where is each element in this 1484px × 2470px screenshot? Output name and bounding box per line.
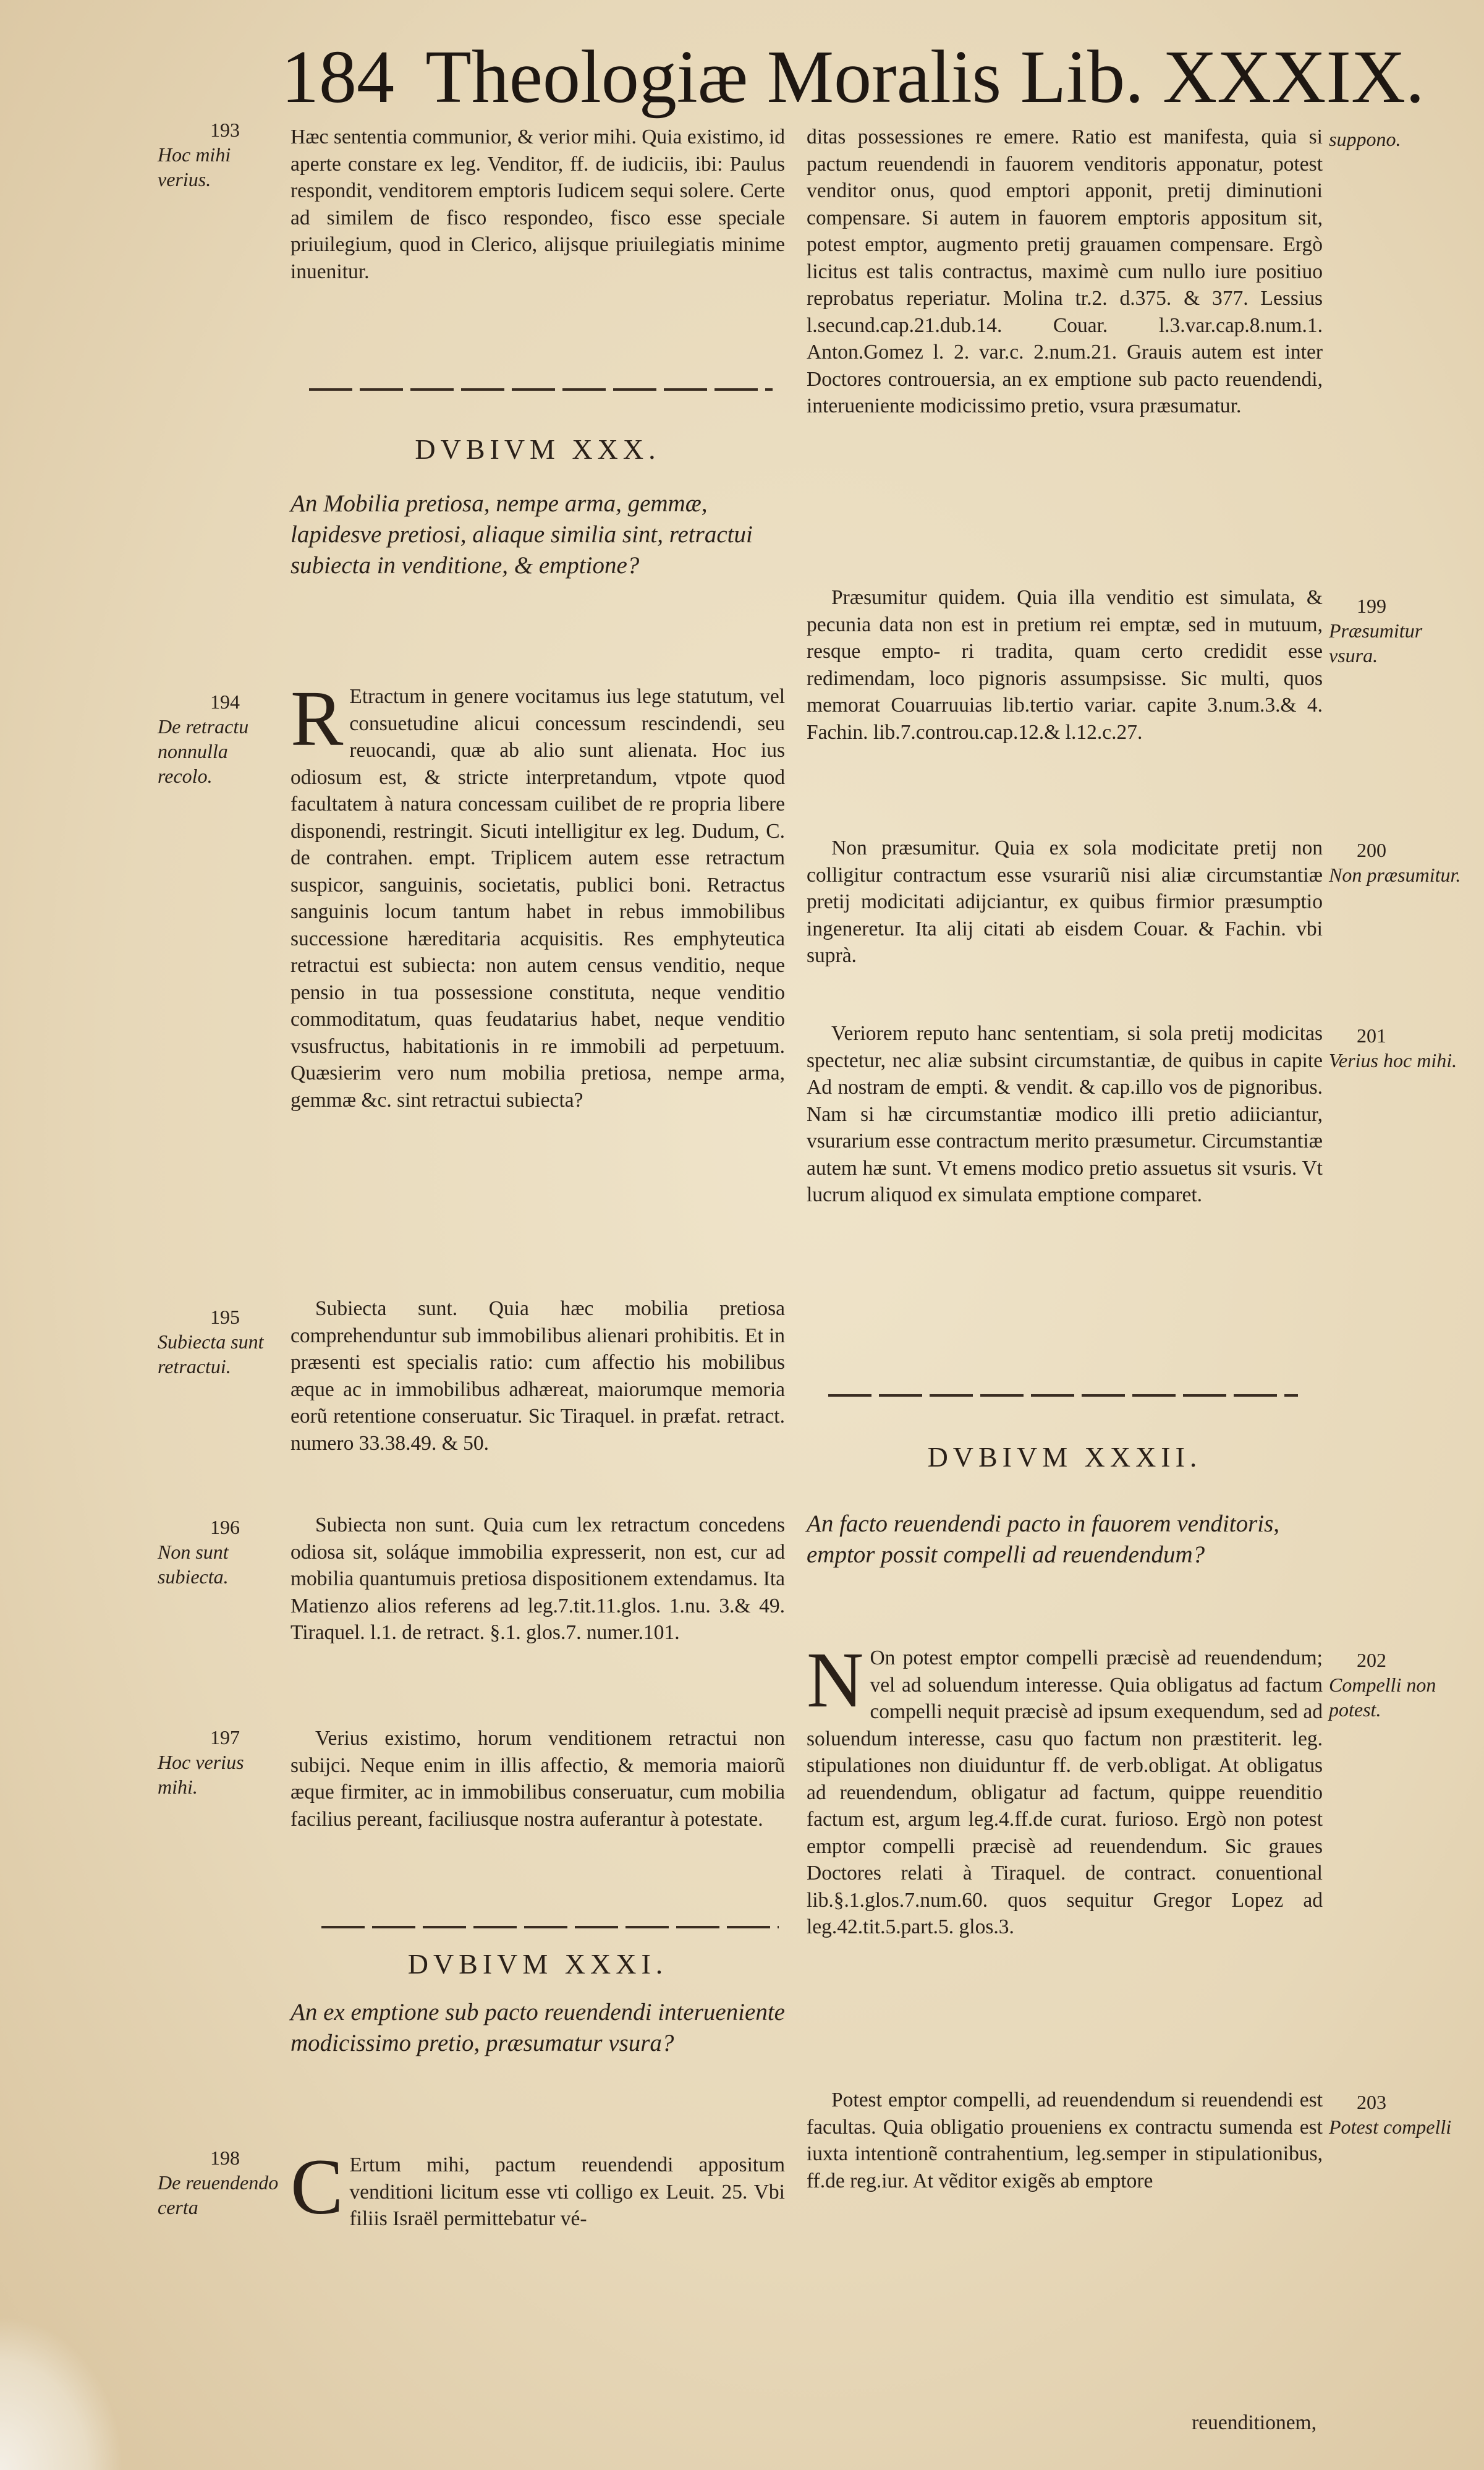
margin-note-text: Præsumitur vsura. bbox=[1329, 620, 1423, 666]
margin-note-197 bbox=[158, 1725, 281, 1799]
margin-note-text: De reuendendo certa bbox=[158, 2171, 279, 2218]
margin-note-199 bbox=[1329, 594, 1471, 668]
paragraph-198-wrap bbox=[290, 2143, 785, 2233]
paragraph-193: Hæc sententia communior, & verior mihi. Quia existimo, id aperte constare ex leg. Venditor, ff. de iudiciis, ibi: Paulus respondit, venditorem emptoris Iudicem sequi solere. Certe ad similem de fisco respondeo, fisco esse speciale priuilegium, quod in Clerico, alijsque priuilegiatis minime inuenitur. bbox=[290, 126, 785, 283]
margin-number: 194 bbox=[210, 691, 240, 713]
dubium-31-question: An ex emptione sub pacto reuendendi interueniente modicissimo pretio, præsumatur vsura? bbox=[290, 1999, 785, 2056]
paragraph-198: Ertum mihi, pactum reuendendi appositum venditioni licitum esse vti colligo ex Leuit. 25. Vbi filiis Israël permittebatur vé- bbox=[349, 2153, 785, 2230]
right-column bbox=[807, 124, 1323, 420]
margin-number: 193 bbox=[210, 119, 240, 141]
page-number: 184 bbox=[281, 35, 394, 119]
margin-number: 202 bbox=[1357, 1649, 1386, 1671]
paragraph-196-wrap bbox=[290, 1512, 785, 1646]
margin-note-198 bbox=[158, 2145, 281, 2220]
paragraph-194: Etractum in genere vocitamus ius lege statutum, vel consuetudine alicui concessum rescindendi, seu reuocandi, quæ ab alio sunt alienata. Hoc ius odiosum est, & stricte interpretandum, vtpote quod facultatem à natura concessam cuilibet de re propria libere disponendi, restringit. Sicuti intelligitur ex leg. Dudum, C. de contrahen. empt. Triplicem autem esse retractum suspicor, sanguinis, societatis, publici boni. Retractus sanguinis locum tantum habet in rebus immobilibus successione hæreditaria acquisitis. Res emphyteutica retractui est subiecta: non autem census venditio, neque pensio in tua possessione constituta, neque venditio commoditatum, quas feudatarius habet, neque venditio vsusfructus, habitationis in re immobili ad perpetuum. Quæsierim vero num mobilia pretiosa, nempe arma, gemmæ &c. sint retractui subiecta? bbox=[290, 685, 785, 1112]
catchword: reuenditionem, bbox=[1192, 2411, 1317, 2434]
margin-note-198-continued bbox=[1329, 127, 1471, 151]
margin-note-text: De retractu nonnulla recolo. bbox=[158, 715, 249, 787]
section-divider bbox=[321, 1926, 779, 1928]
section-divider bbox=[309, 388, 773, 391]
margin-number: 200 bbox=[1357, 839, 1386, 861]
paragraph-195: Subiecta sunt. Quia hæc mobilia pretiosa comprehenduntur sub immobilibus alienari prohibitis. Et in præsenti est specialis ratio: cum affectio his mobilibus æque ac in immobilibus adhæreat, maiorumque memoria eorũ retentione conseruatur. Sic Tiraquel. in præfat. retract. numero 33.38.49. & 50. bbox=[290, 1297, 785, 1455]
paragraph-198-continued: ditas possessiones re emere. Ratio est manifesta, quia si pactum reuendendi in fauorem venditoris apponatur, potest venditor onus, quod emptori apponit, pretij diminutioni compensare. Si autem in fauorem emptoris appositum sit, potest emptor, augmento pretij grauamen compensare. Ergò licitus est talis contractus, maximè cum nullo iure positiuo reprobatus reperiatur. Molina tr.2. d.375. & 377. Lessius l.secund.cap.21.dub.14. Couar. l.3.var.cap.8.num.1. Anton.Gomez l. 2. var.c. 2.num.21. Grauis autem est inter Doctores controuersia, an ex emptione sub pacto reuendendi, interueniente modicissimo pretio, vsura præsumatur. bbox=[807, 126, 1323, 417]
dubium-32-title: DVBIVM XXXII. bbox=[927, 1441, 1202, 1473]
margin-note-text: Hoc verius mihi. bbox=[158, 1751, 244, 1798]
section-divider bbox=[828, 1394, 1298, 1397]
margin-note-194 bbox=[158, 689, 281, 788]
margin-note-text: Non sunt subiecta. bbox=[158, 1541, 229, 1588]
margin-number: 198 bbox=[210, 2147, 240, 2169]
margin-number: 196 bbox=[210, 1516, 240, 1538]
drop-cap-r: R bbox=[290, 675, 344, 762]
dubium-30-question: An Mobilia pretiosa, nempe arma, gemmæ, lapidesve pretiosi, aliaque similia sint, retractui subiecta in venditione, & emptione? bbox=[290, 490, 753, 579]
margin-note-text: Potest compelli bbox=[1329, 2116, 1452, 2138]
margin-note-201 bbox=[1329, 1023, 1471, 1073]
margin-number: 197 bbox=[210, 1726, 240, 1748]
dubium-32-question-wrap bbox=[807, 1509, 1323, 1570]
margin-note-196 bbox=[158, 1515, 281, 1589]
paragraph-199: Præsumitur quidem. Quia illa venditio est simulata, & pecunia data non est in pretium rei emptæ, sed in mutuum, resque empto- ri tradita, quam certo credidit esse redimendam, loco pignoris assumpsisse. Sic multi, quos memorat Couarruuias lib.tertio variar. capite 3.num.3.& 4. Fachin. lib.7.controu.cap.12.& l.12.c.27. bbox=[807, 586, 1323, 744]
drop-cap-c: C bbox=[290, 2143, 344, 2231]
paragraph-201: Veriorem reputo hanc sententiam, si sola pretij modicitas spectetur, nec aliæ subsint circumstantiæ, de quibus in capite Ad nostram de empti. & vendit. & cap.illo vos de pignoribus. Nam si hæ circumstantiæ modico illi pretio adiiciantur, vsurarium esse contractum merito præsumetur. Circumstantiæ autem hæ sunt. Vt emens modico pretio assuetus sit vsuris. Vt lucrum aliquod ex simulata emptione comparet. bbox=[807, 1022, 1323, 1206]
margin-note-text: Subiecta sunt retractui. bbox=[158, 1331, 264, 1378]
paragraph-200: Non præsumitur. Quia ex sola modicitate pretij non colligitur contractum esse vsurariũ nisi aliæ circumstantiæ pretij modicitati adijciantur, ex quibus firmior præsumptio ingeneretur. Ita alij citati ab eisdem Couar. & Fachin. vbi suprà. bbox=[807, 837, 1323, 967]
dubium-31-heading-wrap bbox=[290, 1948, 785, 1980]
paragraph-194-wrap bbox=[290, 675, 785, 1114]
paragraph-201-wrap bbox=[807, 1020, 1323, 1209]
left-column bbox=[290, 124, 785, 285]
paragraph-203: Potest emptor compelli, ad reuendendum si reuendendi est facultas. Quia obligatio proueniens ex contractu sumenda est iuxta intentionẽ contrahentium, leg.semper in stipulationibus, ff.de reg.iur. At vẽditor exigẽs ab emptore bbox=[807, 2089, 1323, 2192]
dubium-32-question: An facto reuendendi pacto in fauorem venditoris, emptor possit compelli ad reuendendum? bbox=[807, 1510, 1280, 1568]
dubium-32-heading-wrap bbox=[807, 1441, 1323, 1473]
paragraph-199-wrap bbox=[807, 584, 1323, 746]
paragraph-202: On potest emptor compelli præcisè ad reuendendum; vel ad soluendum interesse. Quia obligatus ad factum compelli nequit præcisè ad ipsum exequendum, sed ad soluendum interesse, casu quo factum non præstiterit. leg. stipulationes non diuiduntur ff. de verb.obligat. At obligatus ad reuendendum, obligatur ad factum, quippe reuenditio factum est, argum leg.4.ff.de curat. furioso. Ergò non potest emptor compelli præcisè ad reuendendum. Sic graues Doctores relati à Tiraquel. de contract. conuentional lib.§.1.glos.7.num.60. quos sequitur Gregor Lopez ad leg.42.tit.5.part.5. glos.3. bbox=[807, 1646, 1323, 1938]
margin-note-193 bbox=[158, 117, 281, 192]
dubium-31-title: DVBIVM XXXI. bbox=[407, 1948, 668, 1980]
paragraph-200-wrap bbox=[807, 835, 1323, 969]
margin-number: 195 bbox=[210, 1306, 240, 1328]
margin-note-text: suppono. bbox=[1329, 128, 1401, 150]
paragraph-197: Verius existimo, horum venditionem retractui non subijci. Neque enim in illis affectio, & memoria maiorũ æque firmiter, ac in immobilibus conseruatur, cum mobilia facilius pereant, faciliusque nostra auferantur à potestate. bbox=[290, 1727, 785, 1831]
paragraph-203-wrap bbox=[807, 2087, 1323, 2194]
dubium-30-title: DVBIVM XXX. bbox=[415, 433, 661, 465]
running-title: Theologiæ Moralis Lib. XXXIX. bbox=[425, 35, 1425, 119]
margin-note-text: Compelli non potest. bbox=[1329, 1674, 1436, 1721]
margin-number: 203 bbox=[1357, 2091, 1386, 2113]
paragraph-195-wrap bbox=[290, 1295, 785, 1457]
page-corner-wear bbox=[0, 2315, 124, 2470]
running-header bbox=[281, 37, 1447, 117]
margin-note-text: Non præsumitur. bbox=[1329, 864, 1461, 886]
margin-note-text: Verius hoc mihi. bbox=[1329, 1049, 1457, 1071]
margin-note-203 bbox=[1329, 2090, 1471, 2139]
dubium-30-heading-wrap bbox=[290, 433, 785, 466]
dubium-30-question-wrap bbox=[290, 488, 785, 581]
paragraph-197-wrap bbox=[290, 1725, 785, 1833]
drop-cap-n: N bbox=[807, 1636, 864, 1724]
margin-number: 199 bbox=[1357, 595, 1386, 617]
dubium-31-question-wrap bbox=[290, 1997, 785, 2059]
margin-note-text: Hoc mihi verius. bbox=[158, 143, 231, 190]
margin-note-202 bbox=[1329, 1648, 1471, 1722]
paragraph-196: Subiecta non sunt. Quia cum lex retractum concedens odiosa sit, soláque immobilia expresserit, non est, cur ad mobilia quantumuis pretiosa dispositionem extendamus. Ita Matienzo alios referens ad leg.7.tit.11.glos. 1.nu. 3.& 49. Tiraquel. l.1. de retract. §.1. glos.7. numer.101. bbox=[290, 1514, 785, 1644]
margin-note-195 bbox=[158, 1305, 281, 1379]
margin-number: 201 bbox=[1357, 1024, 1386, 1047]
paragraph-202-wrap bbox=[807, 1636, 1323, 1941]
margin-note-200 bbox=[1329, 838, 1471, 887]
